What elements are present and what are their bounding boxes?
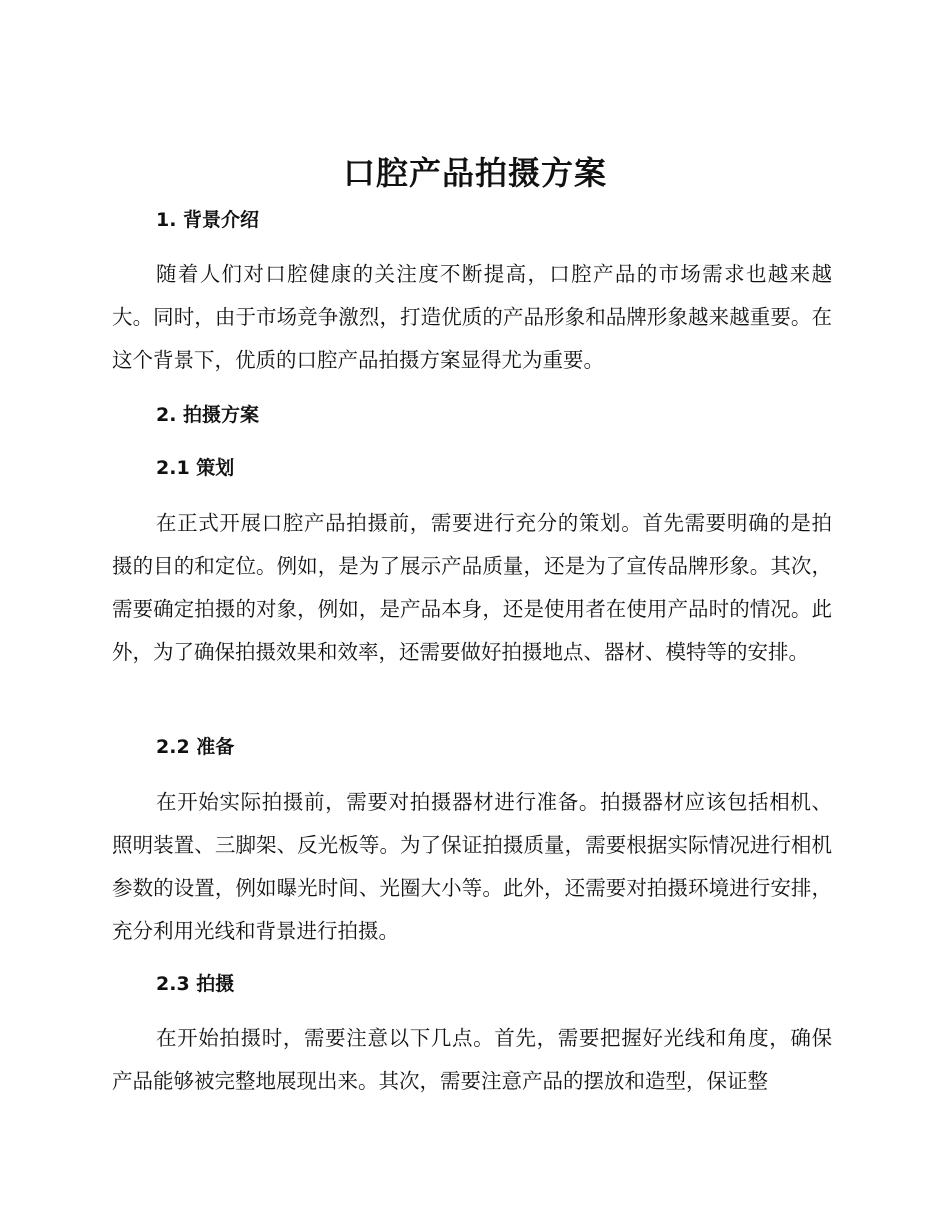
- document-title: 口腔产品拍摄方案: [342, 154, 607, 192]
- section-paragraph-planning: 在正式开展口腔产品拍摄前，需要进行充分的策划。首先需要明确的是拍摄的目的和定位。例如，是为了展示产品质量，还是为了宣传品牌形象。其次，需要确定拍摄的对象，例如，是产品本身，还是使用者在使用产品时的情况。此外，为了确保拍摄效果和效率，还需要做好拍摄地点、器材、模特等的安排。: [112, 511, 832, 664]
- section-paragraph-shooting: 在开始拍摄时，需要注意以下几点。首先，需要把握好光线和角度，确保产品能够被完整地展现出来。其次，需要注意产品的摆放和造型，保证整: [112, 1026, 832, 1093]
- section-paragraph-background: 随着人们对口腔健康的关注度不断提高，口腔产品的市场需求也越来越大。同时，由于市场竞争激烈，打造优质的产品形象和品牌形象越来越重要。在这个背景下，优质的口腔产品拍摄方案显得尤为重要。: [112, 262, 832, 372]
- section-heading-shooting: 2.3 拍摄: [156, 973, 235, 995]
- section-heading-shooting-plan: 2. 拍摄方案: [156, 404, 260, 426]
- section-heading-background: 1. 背景介绍: [156, 209, 260, 231]
- section-heading-planning: 2.1 策划: [156, 457, 235, 479]
- section-heading-preparation: 2.2 准备: [156, 736, 235, 758]
- section-paragraph-preparation: 在开始实际拍摄前，需要对拍摄器材进行准备。拍摄器材应该包括相机、照明装置、三脚架、反光板等。为了保证拍摄质量，需要根据实际情况进行相机参数的设置，例如曝光时间、光圈大小等。此外，还需要对拍摄环境进行安排，充分利用光线和背景进行拍摄。: [112, 790, 832, 943]
